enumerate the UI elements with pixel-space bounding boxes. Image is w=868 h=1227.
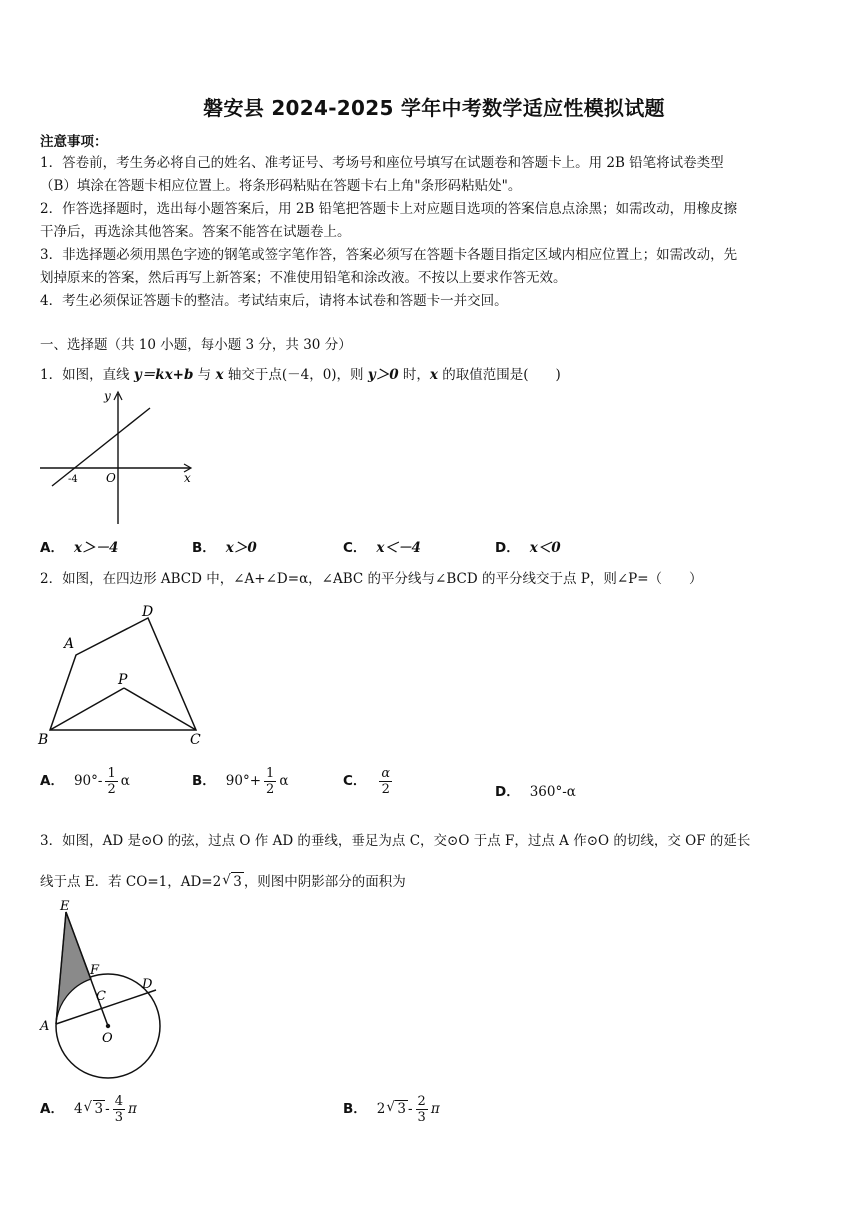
q2-bisector-c <box>124 688 196 730</box>
q1-option-d[interactable] <box>495 536 561 556</box>
q3-label-d: D <box>142 977 153 992</box>
q1-x-var: x <box>215 367 224 383</box>
q3-option-b-key: B． <box>343 1101 367 1117</box>
q3-figure <box>34 898 174 1084</box>
q3-label-e: E <box>60 899 70 914</box>
note-1-line-2: （B）填涂在答题卡相应位置上。将条形码粘贴在答题卡右上角"条形码粘贴处"。 <box>40 178 522 194</box>
q1-condition: y＞0 <box>367 367 399 383</box>
q2-option-a-num: 1 <box>107 766 116 781</box>
q2-label-c: C <box>190 732 201 748</box>
q1-option-a-value: x＞－4 <box>73 540 119 556</box>
note-3-line-2: 划掉原来的答案，然后再写上新答案；不准使用铅笔和涂改液。不按以上要求作答无效。 <box>40 270 567 286</box>
q2-bisector-b <box>50 688 124 730</box>
q3-label-a: A <box>40 1019 50 1034</box>
q1-option-b[interactable] <box>192 536 257 556</box>
q2-option-b[interactable] <box>192 766 288 797</box>
q2-label-d: D <box>142 604 154 620</box>
q3-option-b-pi: π <box>430 1101 440 1117</box>
q3-label-f: F <box>90 963 100 978</box>
q1-option-d-key: D． <box>495 540 520 556</box>
q3-option-b-sqrt: √ 3 <box>395 1100 408 1117</box>
q2-option-c-den: 2 <box>381 782 390 797</box>
q2-option-c-num: α <box>381 766 391 781</box>
q2-option-a-key: A． <box>40 773 64 789</box>
q3-option-a-fraction <box>113 1094 125 1125</box>
q3-label-o: O <box>102 1031 113 1046</box>
q2-option-a-fraction <box>105 766 117 797</box>
q3-line-2-post: ，则图中阴影部分的面积为 <box>243 874 406 890</box>
question-1-text <box>40 366 561 384</box>
q2-option-d-value: 360°-α <box>529 784 576 800</box>
q2-label-p: P <box>118 672 128 688</box>
note-3-line-1: 3．非选择题必须用黑色字迹的钢笔或签字笔作答，答案必须写在答题卡各题目指定区域内相应位置上；如需改动，先 <box>40 247 738 263</box>
q1-text-end: 时， <box>398 367 430 383</box>
page-title: 磐安县 2024-2025 学年中考数学适应性模拟试题 <box>203 96 665 120</box>
q2-option-c-key: C． <box>343 773 367 789</box>
q2-option-b-key: B． <box>192 773 216 789</box>
q3-option-b-coef: 2 <box>376 1101 386 1117</box>
q2-option-b-post: α <box>279 773 289 789</box>
q2-option-b-num: 1 <box>266 766 275 781</box>
q1-option-a[interactable] <box>40 536 118 556</box>
q1-line <box>52 408 150 486</box>
q3-option-a-den: 3 <box>114 1110 123 1125</box>
q3-option-b-minus: - <box>407 1101 413 1117</box>
question-3-line-2 <box>40 872 406 891</box>
q3-option-a-minus: - <box>105 1101 110 1117</box>
q3-sqrt: √ 3 <box>231 872 244 891</box>
q3-option-b-fraction <box>416 1094 428 1125</box>
q1-x-var-2: x <box>429 367 438 383</box>
q1-text-mid: 与 <box>193 367 216 383</box>
q1-text-pre: 1．如图，直线 <box>40 367 134 383</box>
q3-option-a-key: A． <box>40 1101 64 1117</box>
q1-option-c-value: x＜－4 <box>376 540 421 556</box>
q2-option-c[interactable] <box>343 766 395 797</box>
q2-figure <box>36 600 216 750</box>
q3-option-a[interactable] <box>40 1094 137 1125</box>
q3-option-a-pi: π <box>127 1101 137 1117</box>
q1-origin-label: O <box>106 471 116 485</box>
q1-option-b-value: x＞0 <box>225 540 257 556</box>
q1-option-c-key: C． <box>343 540 367 556</box>
q3-option-b-den: 3 <box>417 1110 426 1125</box>
q1-tick-label: -4 <box>68 474 78 485</box>
q1-option-c[interactable] <box>343 536 421 556</box>
q1-figure <box>38 386 198 528</box>
q2-option-d[interactable] <box>495 780 576 800</box>
q2-option-a-pre: 90°- <box>73 773 103 789</box>
q2-option-b-den: 2 <box>266 782 275 797</box>
q3-option-b-num: 2 <box>417 1094 426 1109</box>
q1-option-b-key: B． <box>192 540 216 556</box>
q1-option-d-value: x＜0 <box>529 540 561 556</box>
q2-label-b: B <box>38 732 49 748</box>
section-heading: 一、选择题（共 10 小题，每小题 3 分，共 30 分） <box>40 337 352 353</box>
q2-option-a-den: 2 <box>107 782 116 797</box>
q1-y-label: y <box>104 389 111 403</box>
q1-x-label: x <box>184 471 191 485</box>
q3-option-a-num: 4 <box>114 1094 123 1109</box>
q2-option-b-fraction <box>264 766 276 797</box>
q3-line-2-pre: 线于点 E．若 CO=1，AD=2 <box>40 874 222 890</box>
note-4: 4．考生必须保证答题卡的整洁。考试结束后，请将本试卷和答题卡一并交回。 <box>40 293 508 309</box>
q3-label-c: C <box>96 989 106 1004</box>
q1-text-post: 轴交于点(－4，0)，则 <box>223 367 368 383</box>
q2-option-a[interactable] <box>40 766 130 797</box>
note-1-line-1: 1．答卷前，考生务必将自己的姓名、准考证号、考场号和座位号填写在试题卷和答题卡上。用 2B 铅笔将试卷类型 <box>40 155 724 171</box>
note-2-line-2: 干净后，再选涂其他答案。答案不能答在试题卷上。 <box>40 224 351 240</box>
q1-text-tail: 的取值范围是( ) <box>437 367 561 383</box>
note-2-line-1: 2．作答选择题时，选出每小题答案后，用 2B 铅笔把答题卡上对应题目选项的答案信息点涂黑；如需改动，用橡皮擦 <box>40 201 738 217</box>
q2-option-d-key: D． <box>495 784 520 800</box>
q3-option-a-sqrt: √ 3 <box>93 1100 106 1117</box>
q2-option-c-fraction <box>379 766 392 797</box>
q3-option-a-coef: 4 <box>73 1101 83 1117</box>
question-3-line-1: 3．如图，AD 是⊙O 的弦，过点 O 作 AD 的垂线，垂足为点 C，交⊙O 于点 F，过点 A 作⊙O 的切线，交 OF 的延长 <box>40 833 751 849</box>
q1-option-a-key: A． <box>40 540 64 556</box>
q2-option-b-pre: 90°+ <box>225 773 262 789</box>
q3-center-dot <box>106 1024 110 1028</box>
q3-option-b[interactable] <box>343 1094 440 1125</box>
question-2-text: 2．如图，在四边形 ABCD 中，∠A+∠D=α，∠ABC 的平分线与∠BCD 的平分线交于点 P，则∠P=（ ） <box>40 571 703 587</box>
q1-equation: y＝kx+b <box>133 367 194 383</box>
notes-heading: 注意事项： <box>40 134 108 150</box>
q2-label-a: A <box>64 636 75 652</box>
q2-option-a-post: α <box>120 773 130 789</box>
